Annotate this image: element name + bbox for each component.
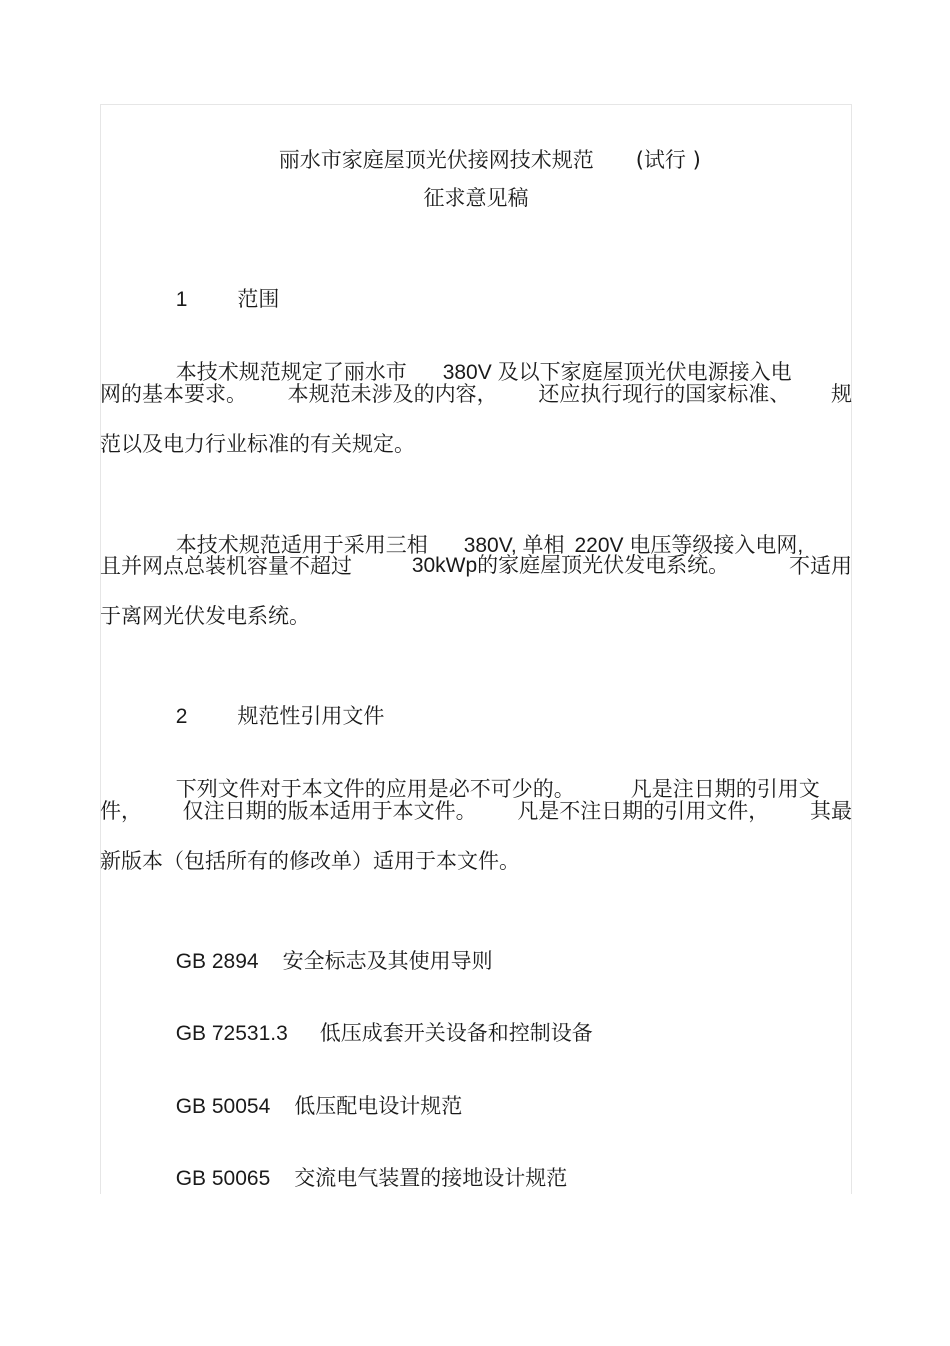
text-run: 凡是不注日期的引用文件，: [517, 799, 770, 823]
text-run: 220V 电压等级接入电网,: [574, 534, 804, 557]
reference-code: GB 72531.3: [175, 1022, 288, 1045]
text-run: 本规范未涉及的内容，: [287, 382, 498, 406]
text-run: 其最: [809, 799, 852, 823]
reference-title: 交流电气装置的接地设计规范: [294, 1166, 568, 1190]
text-run: 本技术规范规定了丽水市: [175, 360, 407, 384]
reference-title: 低压成套开关设备和控制设备: [319, 1021, 593, 1045]
text-run: 网的基本要求。: [100, 382, 247, 406]
reference-title: 低压配电设计规范: [294, 1094, 463, 1118]
section-number: 1: [175, 288, 188, 311]
text-run: 380V, 单相: [463, 534, 565, 557]
text-run: 30kWp的家庭屋顶光伏发电系统。: [411, 554, 730, 577]
text-run: 规: [830, 382, 852, 406]
text-run: 下列文件对于本文件的应用是必不可少的。: [175, 777, 575, 801]
title-suffix: (试行 ): [635, 148, 701, 172]
text-run: 件，: [100, 799, 142, 823]
text-run: 380V 及以下家庭屋顶光伏电源接入电: [442, 361, 792, 384]
paragraph-line: 范以及电力行业标准的有关规定。: [100, 432, 415, 456]
reference-code: GB 50065: [175, 1167, 271, 1190]
paragraph-line: 于离网光伏发电系统。: [100, 604, 310, 628]
text-run: 仅注日期的版本适用于本文件。: [182, 799, 477, 823]
text-run: 还应执行现行的国家标准、: [538, 382, 791, 406]
document-subtitle: 征求意见稿: [423, 186, 529, 210]
text-run: 不适用: [788, 554, 852, 578]
section-number: 2: [175, 705, 188, 728]
section-title: 范围: [237, 287, 280, 311]
paragraph-line: [100, 552, 852, 580]
text-run: 本技术规范适用于采用三相: [175, 533, 428, 557]
title-main: 丽水市家庭屋顶光伏接网技术规范: [278, 148, 594, 172]
paragraph-line: [100, 797, 852, 825]
reference-code: GB 2894: [175, 950, 259, 973]
reference-item: [149, 1136, 567, 1221]
paragraph-line: 新版本（包括所有的修改单）适用于本文件。: [100, 849, 520, 873]
reference-code: GB 50054: [175, 1095, 271, 1118]
text-run: 且并网点总装机容量不超过: [100, 554, 352, 578]
section-title: 规范性引用文件: [237, 704, 385, 728]
text-run: 凡是注日期的引用文: [630, 777, 820, 801]
paragraph-line: [100, 380, 852, 408]
reference-title: 安全标志及其使用导则: [282, 949, 493, 973]
